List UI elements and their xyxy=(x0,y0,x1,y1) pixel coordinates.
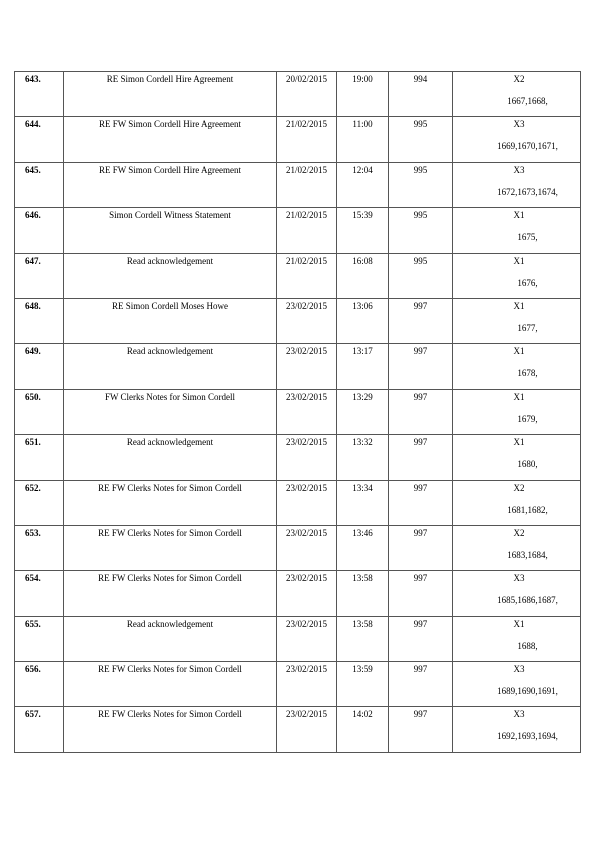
attachment-count: X2 xyxy=(513,527,525,538)
email-date-cell xyxy=(277,208,337,253)
entry-number: 643. xyxy=(25,74,41,84)
email-time: 13:58 xyxy=(352,573,373,584)
email-ref-cell xyxy=(389,162,453,207)
email-ref-cell xyxy=(389,389,453,434)
email-time: 13:59 xyxy=(352,664,373,675)
email-date: 23/02/2015 xyxy=(285,437,327,448)
attachments-cell xyxy=(453,253,581,298)
email-date-cell xyxy=(277,162,337,207)
entry-number-cell xyxy=(15,72,64,117)
table-row xyxy=(15,571,581,616)
attachment-list: 1681,1682, xyxy=(507,504,548,515)
email-time-cell xyxy=(337,117,389,162)
attachment-list: 1680, xyxy=(517,459,538,470)
email-ref: 997 xyxy=(413,664,428,675)
email-date: 21/02/2015 xyxy=(285,164,327,175)
attachments-cell xyxy=(453,344,581,389)
entry-number: 645. xyxy=(25,164,41,175)
email-ref: 994 xyxy=(413,74,428,84)
attachment-count: X3 xyxy=(513,164,525,175)
table-row xyxy=(15,117,581,162)
email-subject-cell xyxy=(64,435,277,480)
attachments-cell xyxy=(453,435,581,480)
attachment-list: 1669,1670,1671, xyxy=(497,141,558,152)
entry-number: 654. xyxy=(25,573,41,584)
attachment-list: 1689,1690,1691, xyxy=(497,686,558,697)
attachment-list: 1678, xyxy=(517,368,538,379)
attachment-count: X2 xyxy=(513,74,525,84)
entry-number-cell xyxy=(15,662,64,707)
email-date: 21/02/2015 xyxy=(285,210,327,221)
entry-number: 649. xyxy=(25,346,41,357)
email-subject-cell xyxy=(64,162,277,207)
email-time-cell xyxy=(337,662,389,707)
entry-number: 657. xyxy=(25,709,41,720)
table-row xyxy=(15,435,581,480)
email-subject-cell xyxy=(64,571,277,616)
attachment-list: 1688, xyxy=(517,640,538,651)
entry-number: 653. xyxy=(25,527,41,538)
email-ref: 995 xyxy=(413,255,428,266)
attachments-cell xyxy=(453,571,581,616)
entry-number: 646. xyxy=(25,210,41,221)
email-subject: Read acknowledgement xyxy=(126,437,214,448)
attachment-list: 1667,1668, xyxy=(507,96,548,106)
table-row xyxy=(15,662,581,707)
email-subject-cell xyxy=(64,72,277,117)
email-ref-cell xyxy=(389,525,453,570)
entry-number-cell xyxy=(15,117,64,162)
attachment-count: X2 xyxy=(513,482,525,493)
attachments-cell xyxy=(453,480,581,525)
email-ref: 997 xyxy=(413,437,428,448)
email-subject: Read acknowledgement xyxy=(126,255,214,266)
email-ref: 997 xyxy=(413,391,428,402)
email-date-cell xyxy=(277,344,337,389)
email-time-cell xyxy=(337,72,389,117)
email-date-cell xyxy=(277,616,337,661)
email-ref-cell xyxy=(389,707,453,752)
email-ref-cell xyxy=(389,208,453,253)
email-time-cell xyxy=(337,298,389,343)
email-date-cell xyxy=(277,298,337,343)
entry-number: 648. xyxy=(25,300,41,311)
email-date: 23/02/2015 xyxy=(285,346,327,357)
email-subject: RE FW Clerks Notes for Simon Cordell xyxy=(98,482,242,493)
email-ref-cell xyxy=(389,616,453,661)
email-time: 13:17 xyxy=(352,346,373,357)
email-subject-cell xyxy=(64,480,277,525)
email-subject: Read acknowledgement xyxy=(126,618,214,629)
email-ref-cell xyxy=(389,662,453,707)
email-ref-cell xyxy=(389,117,453,162)
table-row xyxy=(15,298,581,343)
email-time-cell xyxy=(337,253,389,298)
email-ref: 997 xyxy=(413,527,428,538)
attachments-cell xyxy=(453,616,581,661)
table-row xyxy=(15,389,581,434)
table-row xyxy=(15,616,581,661)
email-subject-cell xyxy=(64,389,277,434)
email-subject-cell xyxy=(64,253,277,298)
attachment-count: X3 xyxy=(513,664,525,675)
email-date-cell xyxy=(277,707,337,752)
email-date: 23/02/2015 xyxy=(285,482,327,493)
email-subject-cell xyxy=(64,707,277,752)
entry-number-cell xyxy=(15,480,64,525)
attachment-count: X1 xyxy=(513,391,525,402)
email-time: 13:58 xyxy=(352,618,373,629)
email-ref-cell xyxy=(389,298,453,343)
attachment-count: X3 xyxy=(513,573,525,584)
email-date-cell xyxy=(277,435,337,480)
table-row xyxy=(15,344,581,389)
attachments-cell xyxy=(453,162,581,207)
attachment-count: X1 xyxy=(513,210,525,221)
email-ref: 997 xyxy=(413,709,428,720)
attachment-count: X1 xyxy=(513,255,525,266)
attachments-cell xyxy=(453,525,581,570)
attachments-cell xyxy=(453,707,581,752)
email-ref: 995 xyxy=(413,119,428,130)
entry-number-cell xyxy=(15,707,64,752)
attachment-list: 1675, xyxy=(517,232,538,243)
entry-number: 655. xyxy=(25,618,41,629)
attachments-cell xyxy=(453,208,581,253)
email-date: 23/02/2015 xyxy=(285,664,327,675)
email-time-cell xyxy=(337,162,389,207)
table-row xyxy=(15,480,581,525)
email-time: 15:39 xyxy=(352,210,373,221)
email-time: 11:00 xyxy=(352,119,373,130)
email-subject-cell xyxy=(64,662,277,707)
entry-number: 652. xyxy=(25,482,41,493)
email-subject: Read acknowledgement xyxy=(126,346,214,357)
email-ref: 997 xyxy=(413,618,428,629)
entry-number-cell xyxy=(15,616,64,661)
email-time: 13:34 xyxy=(352,482,373,493)
email-subject: RE Simon Cordell Moses Howe xyxy=(112,300,228,311)
email-time-cell xyxy=(337,389,389,434)
email-ref-cell xyxy=(389,571,453,616)
email-time-cell xyxy=(337,208,389,253)
email-time: 16:08 xyxy=(352,255,373,266)
table-row xyxy=(15,162,581,207)
email-date-cell xyxy=(277,480,337,525)
email-date-cell xyxy=(277,662,337,707)
attachment-count: X3 xyxy=(513,709,525,720)
email-date: 23/02/2015 xyxy=(285,573,327,584)
email-index-table-body xyxy=(15,72,581,753)
attachment-list: 1683,1684, xyxy=(507,549,548,560)
email-time: 13:06 xyxy=(352,300,373,311)
email-time: 13:29 xyxy=(352,391,373,402)
entry-number-cell xyxy=(15,253,64,298)
email-date: 23/02/2015 xyxy=(285,391,327,402)
entry-number-cell xyxy=(15,298,64,343)
entry-number-cell xyxy=(15,525,64,570)
email-subject-cell xyxy=(64,117,277,162)
email-ref: 997 xyxy=(413,482,428,493)
entry-number-cell xyxy=(15,389,64,434)
entry-number-cell xyxy=(15,162,64,207)
email-ref-cell xyxy=(389,435,453,480)
attachment-list: 1672,1673,1674, xyxy=(497,186,558,197)
email-time-cell xyxy=(337,707,389,752)
email-time: 12:04 xyxy=(352,164,373,175)
entry-number-cell xyxy=(15,208,64,253)
entry-number: 651. xyxy=(25,437,41,448)
email-time-cell xyxy=(337,435,389,480)
attachment-list: 1677, xyxy=(517,322,538,333)
attachments-cell xyxy=(453,389,581,434)
attachment-count: X3 xyxy=(513,119,525,130)
email-time-cell xyxy=(337,616,389,661)
email-subject-cell xyxy=(64,208,277,253)
attachments-cell xyxy=(453,117,581,162)
attachments-cell xyxy=(453,72,581,117)
email-date: 23/02/2015 xyxy=(285,527,327,538)
email-time: 19:00 xyxy=(352,74,373,84)
table-row xyxy=(15,525,581,570)
email-date: 21/02/2015 xyxy=(285,119,327,130)
email-ref-cell xyxy=(389,253,453,298)
email-subject: RE FW Simon Cordell Hire Agreement xyxy=(98,164,242,175)
attachment-list: 1679, xyxy=(517,413,538,424)
email-subject-cell xyxy=(64,616,277,661)
attachment-count: X1 xyxy=(513,346,525,357)
email-date: 23/02/2015 xyxy=(285,300,327,311)
table-row xyxy=(15,707,581,752)
email-time-cell xyxy=(337,344,389,389)
email-time: 13:32 xyxy=(352,437,373,448)
attachment-list: 1676, xyxy=(517,277,538,288)
email-subject: Simon Cordell Witness Statement xyxy=(109,210,231,221)
entry-number: 647. xyxy=(25,255,41,266)
email-date: 23/02/2015 xyxy=(285,709,327,720)
table-row xyxy=(15,253,581,298)
attachment-count: X1 xyxy=(513,300,525,311)
attachments-cell xyxy=(453,662,581,707)
email-ref-cell xyxy=(389,72,453,117)
email-subject-cell xyxy=(64,344,277,389)
email-date-cell xyxy=(277,253,337,298)
email-time: 14:02 xyxy=(352,709,373,720)
attachments-cell xyxy=(453,298,581,343)
email-date-cell xyxy=(277,72,337,117)
email-time-cell xyxy=(337,480,389,525)
entry-number-cell xyxy=(15,344,64,389)
email-date-cell xyxy=(277,389,337,434)
email-subject: RE FW Clerks Notes for Simon Cordell xyxy=(98,573,242,584)
email-ref: 997 xyxy=(413,573,428,584)
email-index-table xyxy=(14,71,581,753)
attachment-count: X1 xyxy=(513,618,525,629)
email-ref: 997 xyxy=(413,346,428,357)
email-subject: RE FW Clerks Notes for Simon Cordell xyxy=(98,709,242,720)
entry-number: 644. xyxy=(25,119,41,130)
email-subject: RE Simon Cordell Hire Agreement xyxy=(106,74,234,84)
email-date: 23/02/2015 xyxy=(285,618,327,629)
email-ref-cell xyxy=(389,344,453,389)
email-ref: 995 xyxy=(413,210,428,221)
email-time: 13:46 xyxy=(352,527,373,538)
email-subject-cell xyxy=(64,298,277,343)
attachment-count: X1 xyxy=(513,437,525,448)
entry-number: 656. xyxy=(25,664,41,675)
email-subject: FW Clerks Notes for Simon Cordell xyxy=(104,391,236,402)
email-ref: 995 xyxy=(413,164,428,175)
email-date-cell xyxy=(277,117,337,162)
email-subject: RE FW Clerks Notes for Simon Cordell xyxy=(98,664,242,675)
entry-number: 650. xyxy=(25,391,41,402)
email-subject-cell xyxy=(64,525,277,570)
email-time-cell xyxy=(337,571,389,616)
email-ref: 997 xyxy=(413,300,428,311)
email-subject: RE FW Clerks Notes for Simon Cordell xyxy=(98,527,242,538)
email-subject: RE FW Simon Cordell Hire Agreement xyxy=(98,119,242,130)
table-row xyxy=(15,72,581,117)
email-date-cell xyxy=(277,571,337,616)
email-date: 20/02/2015 xyxy=(285,74,327,84)
email-ref-cell xyxy=(389,480,453,525)
entry-number-cell xyxy=(15,435,64,480)
email-date-cell xyxy=(277,525,337,570)
entry-number-cell xyxy=(15,571,64,616)
email-date: 21/02/2015 xyxy=(285,255,327,266)
table-row xyxy=(15,208,581,253)
attachment-list: 1685,1686,1687, xyxy=(497,595,558,606)
attachment-list: 1692,1693,1694, xyxy=(497,731,558,742)
email-time-cell xyxy=(337,525,389,570)
